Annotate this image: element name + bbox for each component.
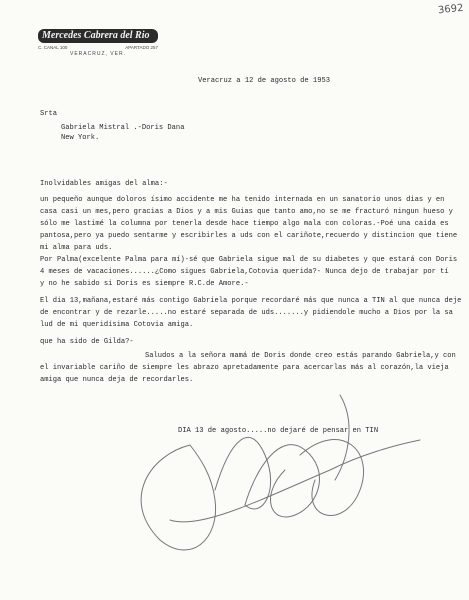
date-line: Veracruz a 12 de agosto de 1953 <box>198 77 330 85</box>
greeting: Inolvidables amigas del alma:- <box>40 180 168 188</box>
letterhead-po-box: APARTADO 257 <box>125 45 158 50</box>
body-line: de encontrar y de rezarle.....no estaré separada de uds.......y pidiendole mucho a Dios por la sa <box>40 309 453 317</box>
postscript: DIA 13 de agosto.....no dejaré de pensar en TIN <box>178 427 379 435</box>
body-line: Por Palma(excelente Palma para mí)-sé que Gabriela sigue mal de su diabetes y que estará con Doris <box>40 256 458 264</box>
body-line: casa casi un mes,pero gracias a Dios y a mis Guias que tanto amo,no se me fracturó ningun hueso y <box>40 208 453 216</box>
closing-line: amiga que nunca deja de recordarles. <box>40 376 194 384</box>
body-line: El dia 13,mañana,estaré más contigo Gabriela porque recordaré más que nunca a TIN al que nunca deje <box>40 297 462 305</box>
body-line: 4 meses de vacaciones......¿Como sigues Gabriela,Cotovia querida?- Nunca dejo de trabajar por tí <box>40 268 449 276</box>
archive-number: 3692 <box>437 2 464 17</box>
letterhead-city: VERACRUZ, VER. <box>70 51 126 57</box>
recipient-salutation: Srta <box>40 110 58 118</box>
letterhead-name: Mercedes Cabrera del Rio <box>38 29 158 43</box>
body-line: un pequeño aunque doloros ísimo accidente me ha tenido internada en un sanatorio unos dias y en <box>40 196 445 204</box>
body-line: mi alma para uds. <box>40 244 113 252</box>
body-line: sólo me lastimé la columna por tenerla desde hace tiempo algo mala con coloras.-Poé una caida es <box>40 220 449 228</box>
closing-line: el invariable cariño de siempre les abrazo apretadamente para acercarlas más al corazón,la vieja <box>40 364 449 372</box>
recipient-city: New York. <box>61 134 100 142</box>
closing-line: Saludos a la señora mamá de Doris donde creo estás parando Gabriela,y con <box>145 352 456 360</box>
letterhead-address: C. CANAL 100 <box>38 45 68 50</box>
body-line: pantosa,pero ya puedo sentarme y escribirles a uds con el cariñote,recuerdo y distincion que tiene <box>40 232 458 240</box>
letterhead <box>38 29 158 57</box>
body-line: que ha sido de Gilda?- <box>40 338 134 346</box>
body-line: lud de mi queridísima Cotovia amiga. <box>40 321 194 329</box>
body-line: y no he sabido si Doris es siempre R.C.de Amore.- <box>40 280 249 288</box>
recipient-names: Gabriela Mistral .-Doris Dana <box>61 124 185 132</box>
